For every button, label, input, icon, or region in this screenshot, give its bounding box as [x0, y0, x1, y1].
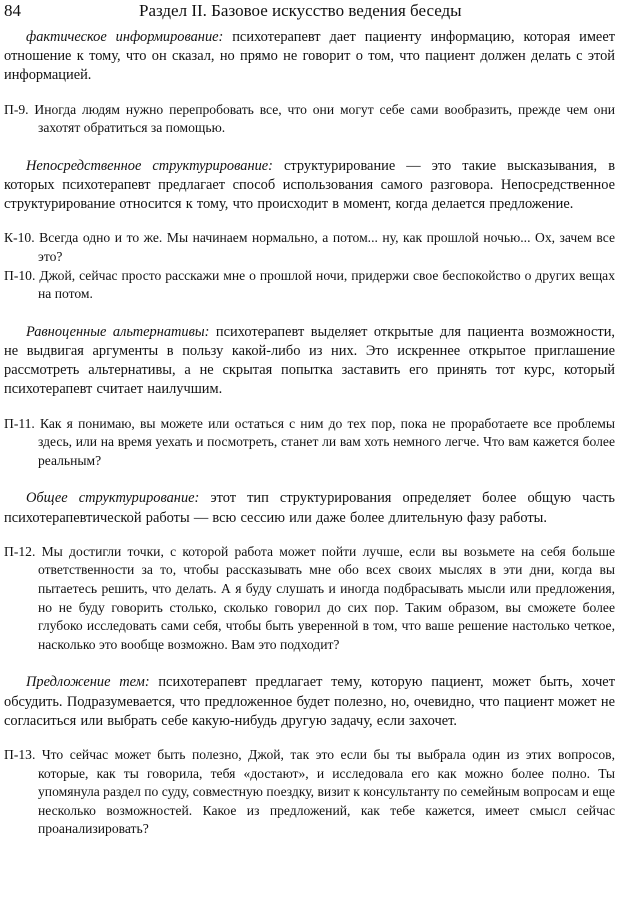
dialogue-line	[4, 101, 615, 138]
dialogue-line	[4, 543, 615, 655]
dialogue-line	[4, 746, 615, 839]
definition-paragraph	[4, 28, 615, 86]
definition-text: психотерапевт выделяет открытые для пациента возможности, не выдвигая аргументы в пользу какой-либо из них. Это искреннее открытое приглашение рассмотреть альтернативы, а не скрытая попытка заставить его принять тот курс, который психотерапевт считает наилучшим.	[4, 323, 615, 398]
speaker-label: П-10.	[4, 267, 36, 283]
definition-text: структурирование — это такие высказывания, в которых психотерапевт предлагает способ использования самого разговора. Непосредственное структурирование относится к тому, что происходит в момент, когда делается предложение.	[4, 157, 615, 213]
definition-term: Предложение тем:	[26, 674, 150, 691]
dialogue-line	[4, 415, 615, 471]
definition-paragraph	[4, 489, 615, 527]
definition-term: Непосредственное структурирование:	[26, 157, 273, 174]
speaker-label: П-11.	[4, 415, 35, 431]
speaker-label: К-10.	[4, 230, 35, 246]
dialogue-text: Всегда одно и то же. Мы начинаем нормально, а потом... ну, как прошлой ночью... Ох, зачем все это?	[38, 230, 615, 264]
dialogue-text: Мы достигли точки, с которой работа может пойти лучше, если вы возьмете на себя больше ответственности за то, чтобы рассказывать мне обо всех своих мыслях в эти дни, когда вы пытаетесь решить, что делать. А я буду слушать и иногда подбрасывать мысли или предложения, но не буду говорить столько, сколько говорил до сих пор. Таким образом, вы сможете более глубоко исследовать сами себя, чтобы быть уверенной в том, что ваше решение настолько четкое, насколько это вообще возможно. Вам это подходит?	[38, 543, 615, 652]
definition-term: Общее структурирование:	[26, 490, 200, 507]
definition-text: психотерапевт дает пациенту информацию, которая имеет отношение к тому, что он сказал, но прямо не говорит о том, что пациент должен делать с этой информацией.	[4, 29, 615, 84]
definition-paragraph	[4, 673, 615, 731]
speaker-label: П-13.	[4, 746, 36, 762]
dialogue-line	[4, 229, 615, 266]
dialogue-line	[4, 267, 615, 304]
definition-text: психотерапевт предлагает тему, которую пациент, может быть, хочет обсудить. Подразумевается, что предложенное будет полезно, но, очевидно, что пациент может не согласиться или выбрать себе какую-нибудь другую задачу, если захочет.	[4, 674, 615, 729]
dialogue-text: Что сейчас может быть полезно, Джой, так это если бы ты выбрала один из этих вопросов, которые, как ты говорила, тебя «достают», и исследовала его как можно более полно. Ты упомянула раздел по суду, совместную поездку, визит к консультанту по семейным вопросам и еще несколько возможностей. Какое из предложений, как тебе кажется, имеет смысл сейчас проанализировать?	[38, 746, 616, 837]
speaker-label: П-9.	[4, 101, 29, 117]
speaker-label: П-12.	[4, 543, 36, 559]
dialogue-text: Джой, сейчас просто расскажи мне о прошлой ночи, придержи свое беспокойство о других вещах на потом.	[38, 267, 615, 302]
definition-term: фактическое информирование:	[26, 29, 224, 45]
dialogue-text: Как я понимаю, вы можете или остаться с ним до тех пор, пока не проработаете все проблемы здесь, или на время уехать и посмотреть, станет ли вам хоть немного легче. Что вам кажется более реальным?	[38, 415, 615, 468]
page-number: 84	[4, 1, 21, 20]
definition-term: Равноценные альтернативы:	[26, 323, 210, 340]
definition-text: этот тип структурирования определяет более общую часть психотерапевтической работы — всю сессию или даже более длительную фазу работы.	[4, 490, 615, 526]
dialogue-text: Иногда людям нужно перепробовать все, что они могут себе сами вообразить, прежде чем они захотят обратиться за помощью.	[34, 101, 615, 136]
running-header	[4, 0, 602, 24]
page-body	[4, 28, 615, 839]
definition-paragraph	[4, 157, 615, 215]
definition-paragraph	[4, 323, 615, 400]
chapter-title: Раздел II. Базовое искусство ведения беседы	[139, 1, 462, 20]
